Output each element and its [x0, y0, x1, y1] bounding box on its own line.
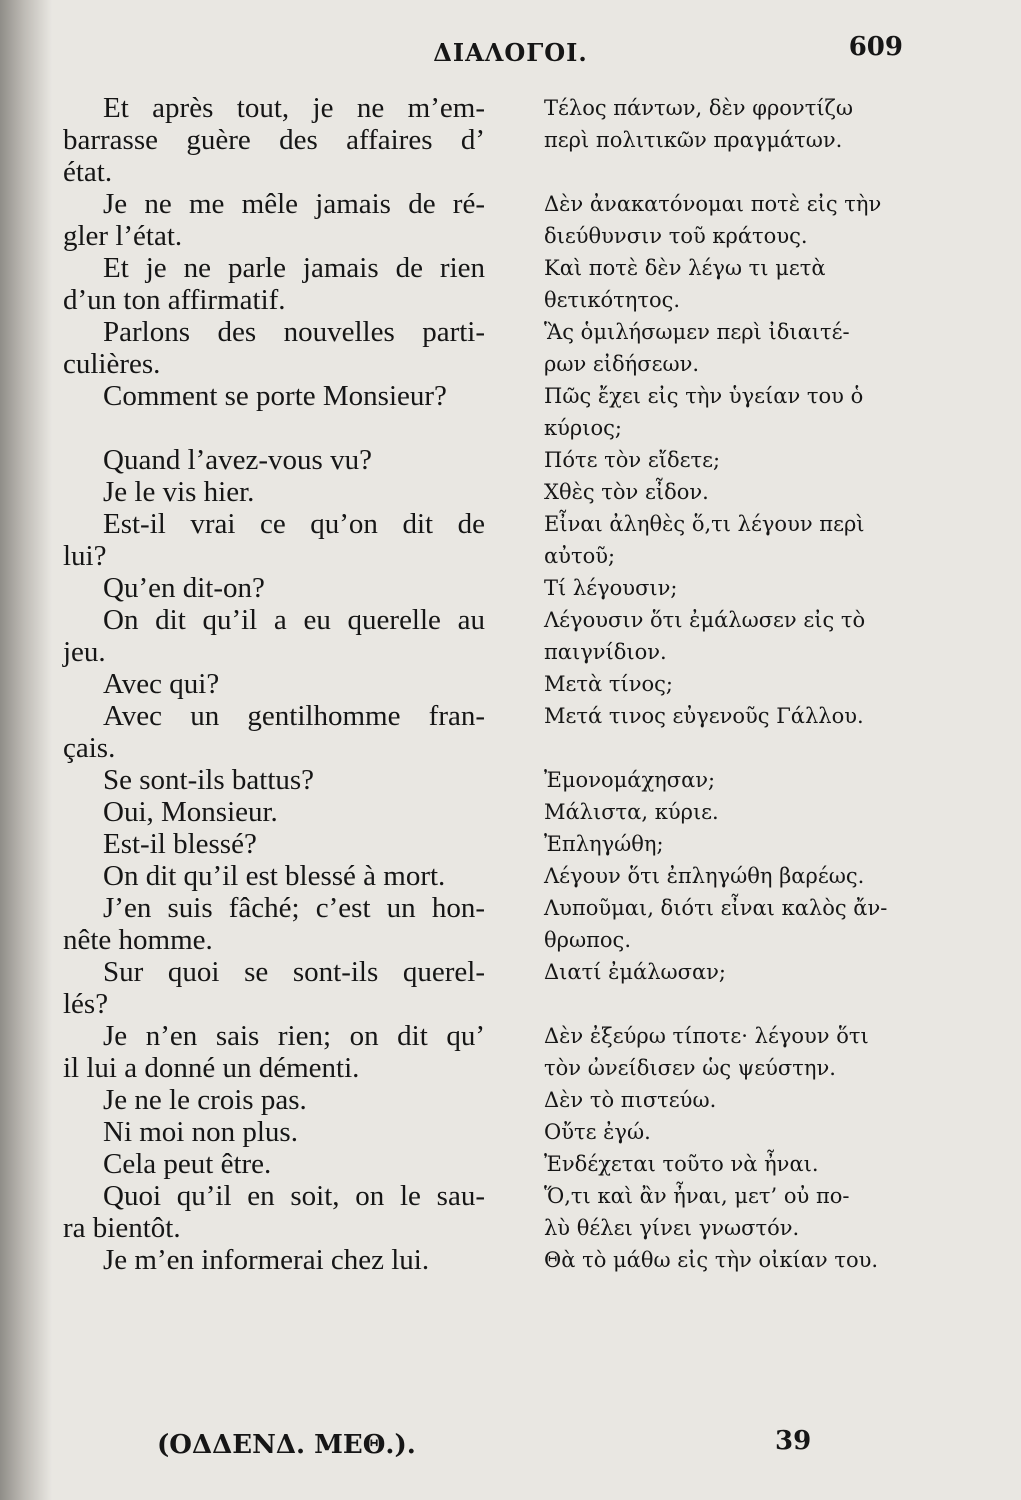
gr-line: λὺ θέλει γίνει γνωστόν.: [544, 1216, 800, 1240]
greek-column: [544, 92, 904, 1276]
fr-line: gler l’état.: [63, 220, 183, 252]
gr-line: Χθὲς τὸν εἶδον.: [544, 480, 709, 504]
fr-line: culières.: [63, 348, 161, 380]
gr-line: Δὲν τὸ πιστεύω.: [544, 1088, 717, 1112]
fr-line: Sur quoi se sont-ils querel-: [103, 956, 485, 988]
fr-line: Est-il blessé?: [103, 828, 257, 860]
fr-line: On dit qu’il est blessé à mort.: [103, 860, 446, 892]
gr-line: Τέλος πάντων, δὲν φροντίζω: [544, 96, 854, 120]
page-number: 609: [848, 32, 903, 62]
fr-line: Oui, Monsieur.: [103, 796, 278, 828]
fr-line: Avec un gentilhomme fran-: [103, 700, 485, 732]
gr-line: Μετὰ τίνος;: [544, 672, 673, 696]
fr-line: Est-il vrai ce qu’on dit de: [103, 508, 485, 540]
gr-line: παιγνίδιον.: [544, 640, 667, 664]
fr-line: Je m’en informerai chez lui.: [103, 1244, 430, 1276]
book-gutter-shadow: [0, 0, 52, 1500]
footer-signature: (ΟΔΔΕΝΔ. ΜΕΘ.).: [157, 1430, 416, 1460]
gr-line: Διατί ἐμάλωσαν;: [544, 960, 726, 984]
gr-line: θετικότητος.: [544, 288, 681, 312]
gr-line: Δὲν ἀνακατόνομαι ποτὲ εἰς τὴν: [544, 192, 882, 216]
gr-line: κύριος;: [544, 416, 622, 440]
fr-line: Et après tout, je ne m’em-: [103, 92, 485, 124]
fr-line: Je le vis hier.: [103, 476, 255, 508]
fr-line: çais.: [63, 732, 116, 764]
gr-line: Ἃς ὁμιλήσωμεν περὶ ἰδιαιτέ-: [544, 320, 850, 344]
french-column: [63, 92, 485, 1276]
gr-line: [544, 156, 904, 188]
gr-line: περὶ πολιτικῶν πραγμάτων.: [544, 128, 843, 152]
gr-line: Θὰ τὸ μάθω εἰς τὴν οἰκίαν του.: [544, 1248, 879, 1272]
fr-line: J’en suis fâché; c’est un hon-: [103, 892, 485, 924]
fr-line: Qu’en dit-on?: [103, 572, 265, 604]
fr-line: Ni moi non plus.: [103, 1116, 298, 1148]
gr-line: Οὔτε ἐγώ.: [544, 1120, 651, 1144]
gr-line: Πότε τὸν εἴδετε;: [544, 448, 721, 472]
fr-line: Je n’en sais rien; on dit qu’: [103, 1020, 485, 1052]
gr-line: Εἶναι ἀληθὲς ὅ,τι λέγουν περὶ: [544, 512, 865, 536]
fr-line: d’un ton affirmatif.: [63, 284, 286, 316]
fr-line: Quoi qu’il en soit, on le sau-: [103, 1180, 485, 1212]
fr-line: il lui a donné un démenti.: [63, 1052, 360, 1084]
fr-line: Se sont-ils battus?: [103, 764, 315, 796]
gr-line: ρων εἰδήσεων.: [544, 352, 700, 376]
fr-line: On dit qu’il a eu querelle au: [103, 604, 485, 636]
fr-line: état.: [63, 156, 113, 188]
gr-line: Λυποῦμαι, διότι εἶναι καλὸς ἄν-: [544, 896, 888, 920]
fr-line: Je ne me mêle jamais de ré-: [103, 188, 485, 220]
footer-signature-number: 39: [775, 1426, 812, 1456]
gr-line: Ἐμονομάχησαν;: [544, 768, 716, 792]
gr-line: Πῶς ἔχει εἰς τὴν ὑγείαν του ὁ: [544, 384, 864, 408]
gr-line: διεύθυνσιν τοῦ κράτους.: [544, 224, 808, 248]
gr-line: Λέγουσιν ὅτι ἐμάλωσεν εἰς τὸ: [544, 608, 866, 632]
gr-line: τὸν ὠνείδισεν ὡς ψεύστην.: [544, 1056, 836, 1080]
gr-line: Τί λέγουσιν;: [544, 576, 678, 600]
running-header-title: ΔΙΑΛΟΓΟΙ.: [433, 38, 588, 67]
gr-line: [544, 732, 904, 764]
fr-line: barrasse guère des affaires d’: [63, 124, 485, 156]
gr-line: Μάλιστα, κύριε.: [544, 800, 719, 824]
gr-line: Ἐπληγώθη;: [544, 832, 664, 856]
fr-line: lui?: [63, 540, 107, 572]
fr-line: Parlons des nouvelles parti-: [103, 316, 485, 348]
gr-line: [544, 988, 904, 1020]
gr-line: Μετά τινος εὐγενοῦς Γάλλου.: [544, 704, 864, 728]
fr-line: lés?: [63, 988, 109, 1020]
fr-line: jeu.: [63, 636, 106, 668]
fr-line: Comment se porte Monsieur?: [103, 380, 447, 412]
gr-line: Δὲν ἐξεύρω τίποτε· λέγουν ὅτι: [544, 1024, 869, 1048]
fr-line: ra bientôt.: [63, 1212, 181, 1244]
fr-line: Et je ne parle jamais de rien: [103, 252, 485, 284]
fr-line: Je ne le crois pas.: [103, 1084, 307, 1116]
fr-line: Avec qui?: [103, 668, 220, 700]
gr-line: Ὅ,τι καὶ ἂν ἦναι, μετ’ οὐ πο-: [544, 1184, 850, 1208]
fr-line: Quand l’avez-vous vu?: [103, 444, 372, 476]
gr-line: Καὶ ποτὲ δὲν λέγω τι μετὰ: [544, 256, 826, 280]
fr-line: nête homme.: [63, 924, 213, 956]
gr-line: αὐτοῦ;: [544, 544, 616, 568]
fr-line: Cela peut être.: [103, 1148, 272, 1180]
gr-line: Λέγουν ὅτι ἐπληγώθη βαρέως.: [544, 864, 865, 888]
fr-line: [103, 412, 485, 444]
gr-line: θρωπος.: [544, 928, 631, 952]
gr-line: Ἐνδέχεται τοῦτο νὰ ἦναι.: [544, 1152, 819, 1176]
